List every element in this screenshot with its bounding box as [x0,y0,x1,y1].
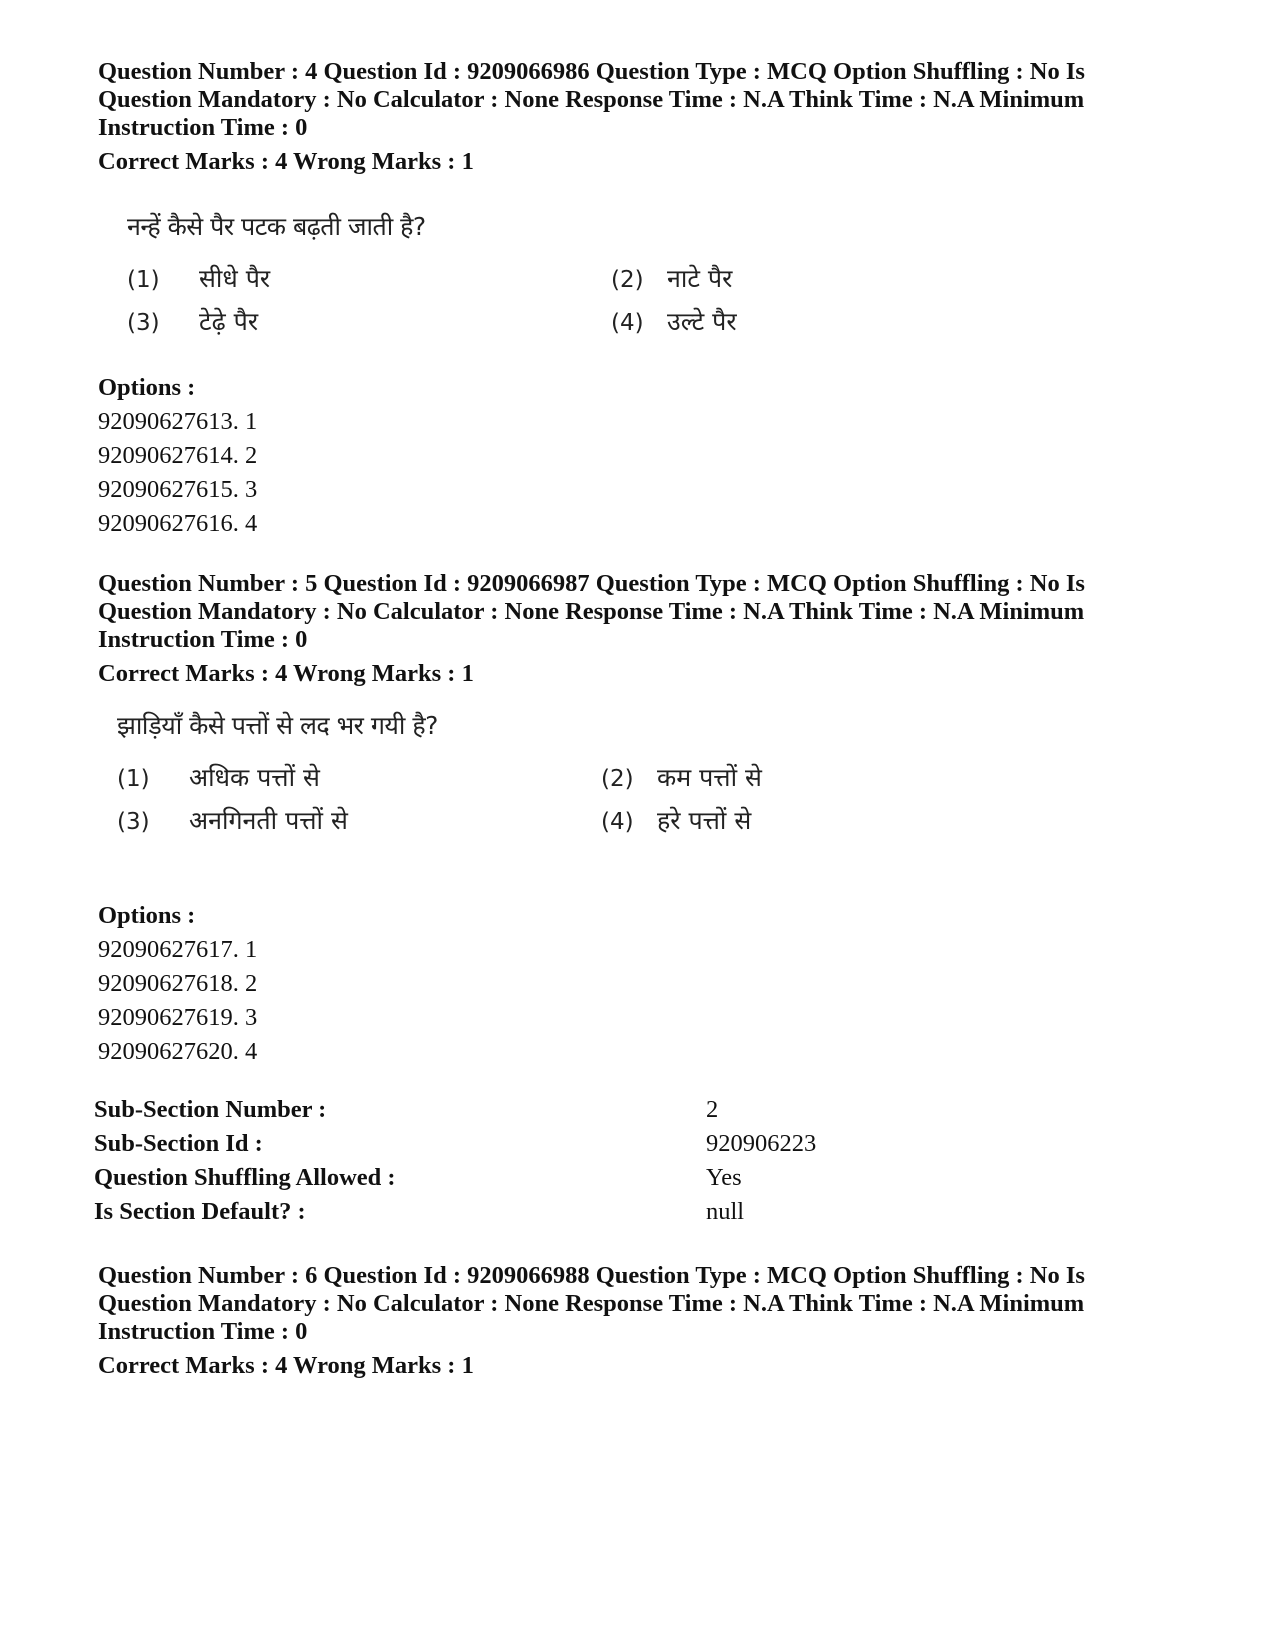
choice-text: नाटे पैर [667,264,733,293]
choice-number: (2) [601,766,634,792]
question-meta-line: Instruction Time : 0 [98,626,308,653]
question-5-image [117,711,817,853]
question-4-options [98,374,1118,538]
choice-text: अनगिनती पत्तों से [189,806,348,835]
choice-3 [127,307,258,338]
subsection-key: Question Shuffling Allowed : [94,1164,396,1191]
option-line: 92090627615. 3 [98,476,258,503]
choice-2 [611,264,732,295]
subsection-key: Sub-Section Number : [94,1096,327,1123]
choice-number: (4) [601,809,634,835]
option-line: 92090627617. 1 [98,936,258,963]
question-5-header [98,570,1118,688]
option-line: 92090627614. 2 [98,442,258,469]
question-meta-line: Question Number : 4 Question Id : 9209066986 Question Type : MCQ Option Shuffling : No Is [98,58,1085,85]
question-4-header [98,58,1118,176]
question-meta-line: Instruction Time : 0 [98,1318,308,1345]
option-line: 92090627619. 3 [98,1004,258,1031]
choice-3 [117,806,348,837]
question-choices [127,264,827,354]
choice-2 [601,763,762,794]
choice-4 [601,806,751,837]
question-marks: Correct Marks : 4 Wrong Marks : 1 [98,148,474,175]
question-meta-line: Question Mandatory : No Calculator : None Response Time : N.A Think Time : N.A Minimum [98,1290,1085,1317]
choice-1 [117,763,320,794]
choice-text: सीधे पैर [199,264,271,293]
choice-number: (4) [611,310,644,336]
choice-number: (2) [611,267,644,293]
subsection-value: 920906223 [706,1130,817,1157]
choice-text: अधिक पत्तों से [189,763,320,792]
choice-text: कम पत्तों से [657,763,762,792]
question-6-header [98,1262,1118,1380]
choice-number: (3) [117,809,150,835]
choice-4 [611,307,737,338]
subsection-row [94,1164,994,1198]
choice-number: (1) [127,267,160,293]
question-text: नन्हें कैसे पैर पटक बढ़ती जाती है? [127,212,426,241]
option-line: 92090627618. 2 [98,970,258,997]
option-line: 92090627613. 1 [98,408,258,435]
option-line: 92090627616. 4 [98,510,258,537]
question-text: झाड़ियाँ कैसे पत्तों से लद भर गयी है? [117,711,438,740]
choice-number: (3) [127,310,160,336]
question-meta-line: Instruction Time : 0 [98,114,308,141]
choice-number: (1) [117,766,150,792]
choice-1 [127,264,270,295]
subsection-row [94,1198,994,1232]
subsection-value: null [706,1198,745,1225]
question-meta-line: Question Number : 6 Question Id : 9209066988 Question Type : MCQ Option Shuffling : No Is [98,1262,1085,1289]
question-meta-line: Question Mandatory : No Calculator : None Response Time : N.A Think Time : N.A Minimum [98,86,1085,113]
subsection-key: Sub-Section Id : [94,1130,263,1157]
subsection-key: Is Section Default? : [94,1198,306,1225]
choice-text: हरे पत्तों से [657,806,752,835]
option-line: 92090627620. 4 [98,1038,258,1065]
subsection-value: Yes [706,1164,742,1191]
question-meta-line: Question Number : 5 Question Id : 9209066987 Question Type : MCQ Option Shuffling : No Is [98,570,1085,597]
choice-text: उल्टे पैर [667,307,737,336]
question-5-options [98,902,1118,1066]
question-meta-line: Question Mandatory : No Calculator : None Response Time : N.A Think Time : N.A Minimum [98,598,1085,625]
choice-text: टेढ़े पैर [199,307,259,336]
subsection-value: 2 [706,1096,719,1123]
question-4-image [127,212,827,354]
subsection-row [94,1130,994,1164]
subsection-row [94,1096,994,1130]
options-title: Options : [98,902,196,929]
options-title: Options : [98,374,196,401]
question-choices [117,763,817,853]
question-marks: Correct Marks : 4 Wrong Marks : 1 [98,660,474,687]
question-marks: Correct Marks : 4 Wrong Marks : 1 [98,1352,474,1379]
subsection-info [94,1096,994,1232]
